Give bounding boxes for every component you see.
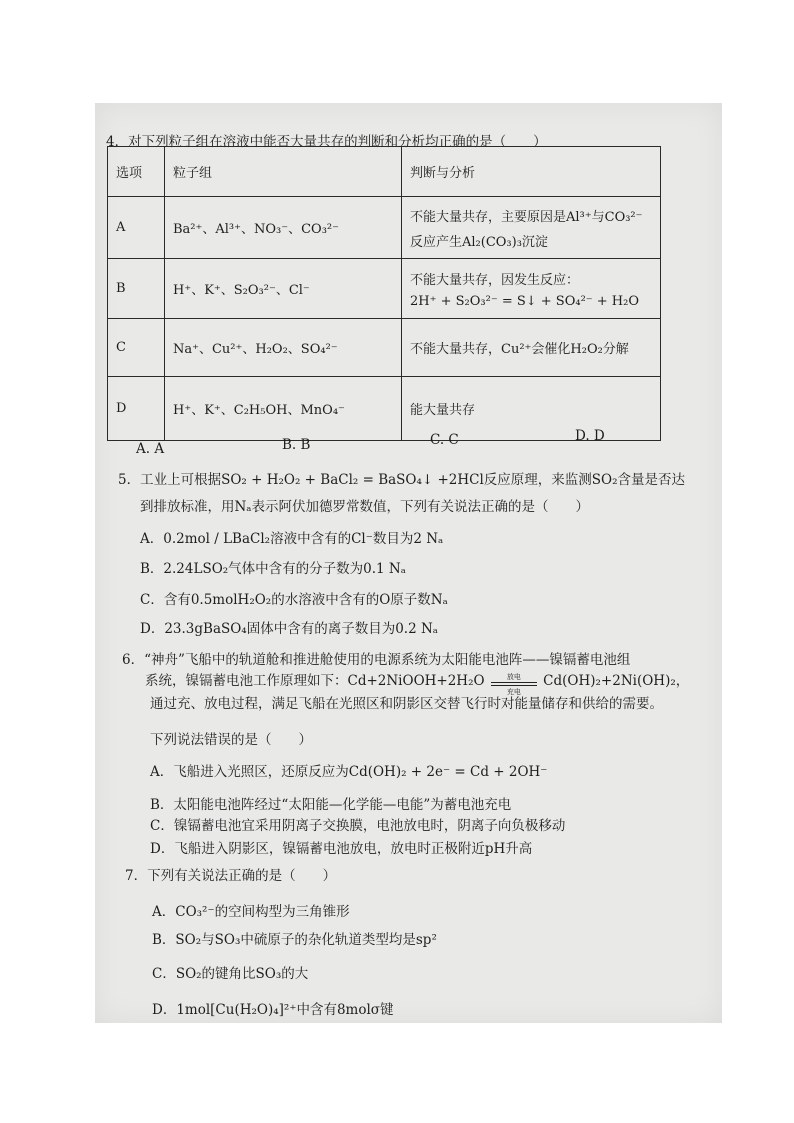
q4-choice-b: B. B: [282, 437, 311, 453]
row-analysis: 能大量共存: [402, 377, 661, 441]
q7-option-b: B．SO₂与SO₃中硫原子的杂化轨道类型均是sp²: [152, 932, 437, 948]
table-header-row: [108, 147, 661, 197]
q6-line4: 下列说法错误的是（ ）: [150, 732, 312, 748]
row-ions: Na⁺、Cu²⁺、H₂O₂、SO₄²⁻: [165, 319, 402, 377]
q6-line2: [145, 669, 690, 696]
q6-option-c: C．镍镉蓄电池宜采用阴离子交换膜，电池放电时，阴离子向负极移动: [150, 818, 566, 834]
q5-line2: 到排放标准，用Nₐ表示阿伏加德罗常数值，下列有关说法正确的是（ ）: [140, 499, 590, 515]
q6-line3: 通过充、放电过程，满足飞船在光照区和阴影区交替飞行时对能量储存和供给的需要。: [150, 696, 663, 712]
q7-option-a: A．CO₃²⁻的空间构型为三角锥形: [152, 904, 350, 920]
q5-option-c: C．含有0.5molH₂O₂的水溶液中含有的O原子数Nₐ: [140, 592, 448, 608]
row-analysis: [402, 259, 661, 319]
row-analysis: 不能大量共存，Cu²⁺会催化H₂O₂分解: [402, 319, 661, 377]
q7-option-d: D．1mol[Cu(H₂O)₄]²⁺中含有8molσ键: [152, 1002, 394, 1018]
q4-table: [107, 146, 661, 441]
analysis-line: 2H⁺ + S₂O₃²⁻ = S↓ + SO₄²⁻ + H₂O: [410, 293, 640, 309]
q5-option-a: A．0.2mol / LBaCl₂溶液中含有的Cl⁻数目为2 Nₐ: [140, 531, 444, 547]
row-ions: H⁺、K⁺、S₂O₃²⁻、Cl⁻: [165, 259, 402, 319]
analysis-line: 不能大量共存，主要原因是Al³⁺与CO₃²⁻: [410, 209, 643, 225]
q4-choice-a: A. A: [136, 441, 165, 457]
q7-stem: 7．下列有关说法正确的是（ ）: [125, 868, 337, 884]
row-key: D: [108, 377, 165, 441]
q6-option-b: B．太阳能电池阵经过“太阳能—化学能—电能”为蓄电池充电: [150, 797, 512, 813]
table-row: [108, 319, 661, 377]
table-row: [108, 259, 661, 319]
q6-line1: 6．“神舟”飞船中的轨道舱和推进舱使用的电源系统为太阳能电池阵——镍镉蓄电池组: [122, 652, 631, 668]
q6-option-a: A．飞船进入光照区，还原反应为Cd(OH)₂ + 2e⁻ = Cd + 2OH⁻: [150, 764, 548, 780]
reaction-left: 系统，镍镉蓄电池工作原理如下：Cd+2NiOOH+2H₂O: [145, 673, 485, 689]
q4-choice-c: C. C: [430, 432, 459, 448]
q5-option-b: B．2.24LSO₂气体中含有的分子数为0.1 Nₐ: [140, 561, 406, 577]
q5-line1: 5．工业上可根据SO₂ + H₂O₂ + BaCl₂ = BaSO₄↓ +2HCl反应原理，来监测SO₂含量是否达: [118, 472, 686, 488]
q7-option-c: C．SO₂的键角比SO₃的大: [152, 966, 309, 982]
reaction-right: Cd(OH)₂+2Ni(OH)₂，: [543, 673, 690, 689]
row-key: C: [108, 319, 165, 377]
row-key: A: [108, 197, 165, 259]
row-key: B: [108, 259, 165, 319]
row-analysis: [402, 197, 661, 259]
row-ions: H⁺、K⁺、C₂H₅OH、MnO₄⁻: [165, 377, 402, 441]
q5-option-d: D．23.3gBaSO₄固体中含有的离子数目为0.2 Nₐ: [140, 621, 439, 637]
reversible-arrow-icon: [491, 672, 537, 696]
header-particles: 粒子组: [165, 147, 402, 197]
arrow-label-charge: 充电: [506, 687, 521, 696]
q4-stem: 4．对下列粒子组在溶液中能否大量共存的判断和分析均正确的是（ ）: [106, 134, 547, 150]
q6-option-d: D．飞船进入阴影区，镍镉蓄电池放电，放电时正极附近pH升高: [150, 841, 533, 857]
header-analysis: 判断与分析: [402, 147, 661, 197]
q4-choice-d: D. D: [575, 428, 605, 444]
table-row: [108, 197, 661, 259]
row-ions: Ba²⁺、Al³⁺、NO₃⁻、CO₃²⁻: [165, 197, 402, 259]
arrow-label-discharge: 放电: [506, 672, 521, 681]
header-option: 选项: [108, 147, 165, 197]
analysis-line: 不能大量共存，因发生反应：: [410, 272, 580, 288]
analysis-line: 反应产生Al₂(CO₃)₃沉淀: [410, 234, 548, 250]
